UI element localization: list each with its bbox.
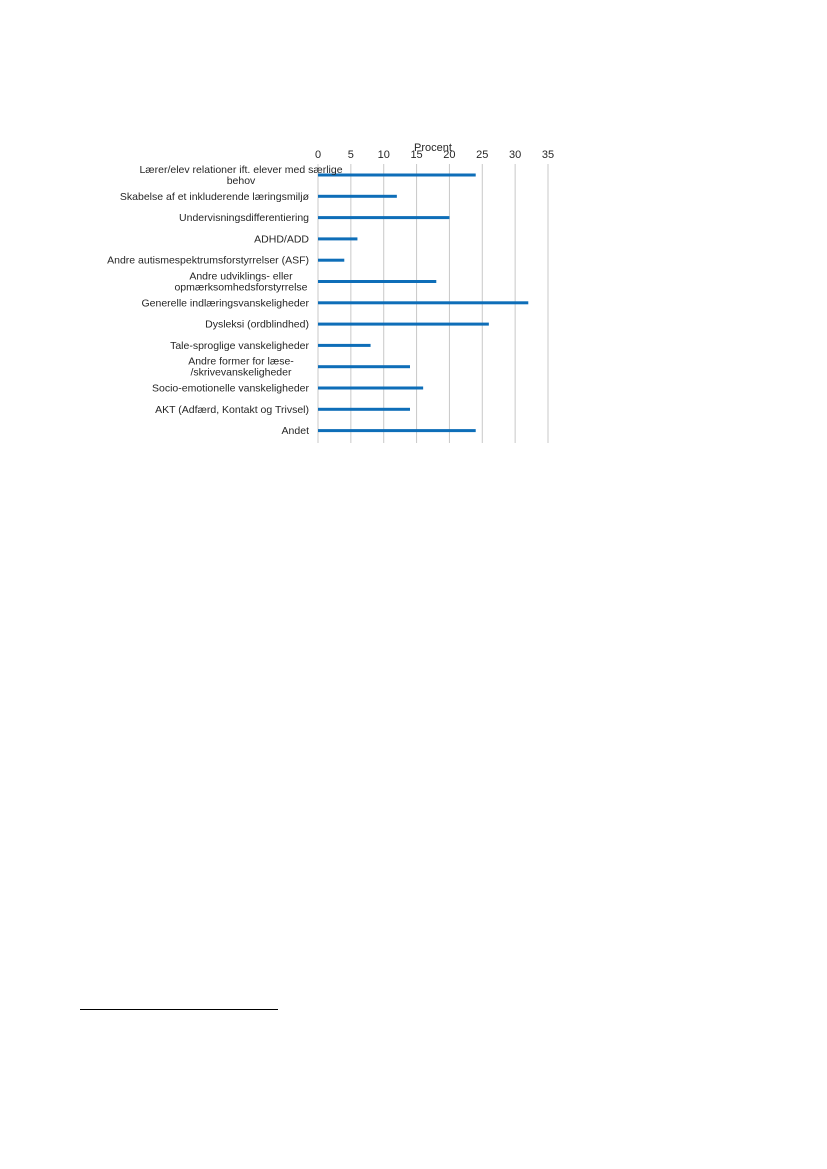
category-label-1: Skabelse af et inkluderende læringsmiljø [119, 190, 309, 203]
x-tick-label-10: 10 [377, 149, 390, 161]
bar-3 [318, 237, 357, 240]
x-tick-label-15: 15 [410, 149, 423, 161]
category-label-2: Undervisningsdifferentiering [179, 212, 309, 225]
category-label-8: Tale-sproglige vanskeligheder [170, 339, 309, 352]
bar-9 [318, 365, 410, 368]
category-label-6: Generelle indlæringsvanskeligheder [141, 297, 309, 310]
category-label-10: Socio-emotionelle vanskeligheder [151, 382, 309, 395]
category-label-5: Andre udviklings- eller opmærksomhedsforstyrrelse [174, 270, 308, 294]
bar-12 [318, 429, 476, 432]
category-label-3: ADHD/ADD [254, 233, 309, 246]
category-label-12: Andet [281, 425, 309, 438]
bars [318, 174, 528, 433]
category-label-7: Dysleksi (ordblindhed) [205, 318, 309, 331]
bar-7 [318, 323, 489, 326]
x-axis-title: Procent [414, 142, 452, 154]
bar-1 [318, 195, 397, 198]
bar-5 [318, 280, 436, 283]
bar-11 [318, 408, 410, 411]
bar-10 [318, 387, 423, 390]
category-label-4: Andre autismespektrumsforstyrrelser (ASF) [107, 254, 309, 267]
category-labels [107, 164, 343, 437]
category-label-11: AKT (Adfærd, Kontakt og Trivsel) [155, 403, 309, 416]
x-tick-label-35: 35 [541, 149, 555, 161]
x-tick-label-5: 5 [347, 149, 354, 161]
x-tick-label-25: 25 [476, 149, 489, 161]
bar-8 [318, 344, 371, 347]
x-tick-label-30: 30 [509, 149, 522, 161]
category-label-0: Lærer/elev relationer ift. elever med særlige behov [139, 164, 343, 187]
footnote-separator [80, 1009, 278, 1010]
x-tick-label-20: 20 [443, 149, 456, 161]
x-tick-label-0: 0 [314, 149, 322, 161]
category-label-9: Andre former for læse-/skrivevanskeligheder [188, 355, 294, 379]
bar-4 [318, 259, 344, 262]
bar-2 [318, 216, 449, 219]
bar-6 [318, 301, 528, 304]
